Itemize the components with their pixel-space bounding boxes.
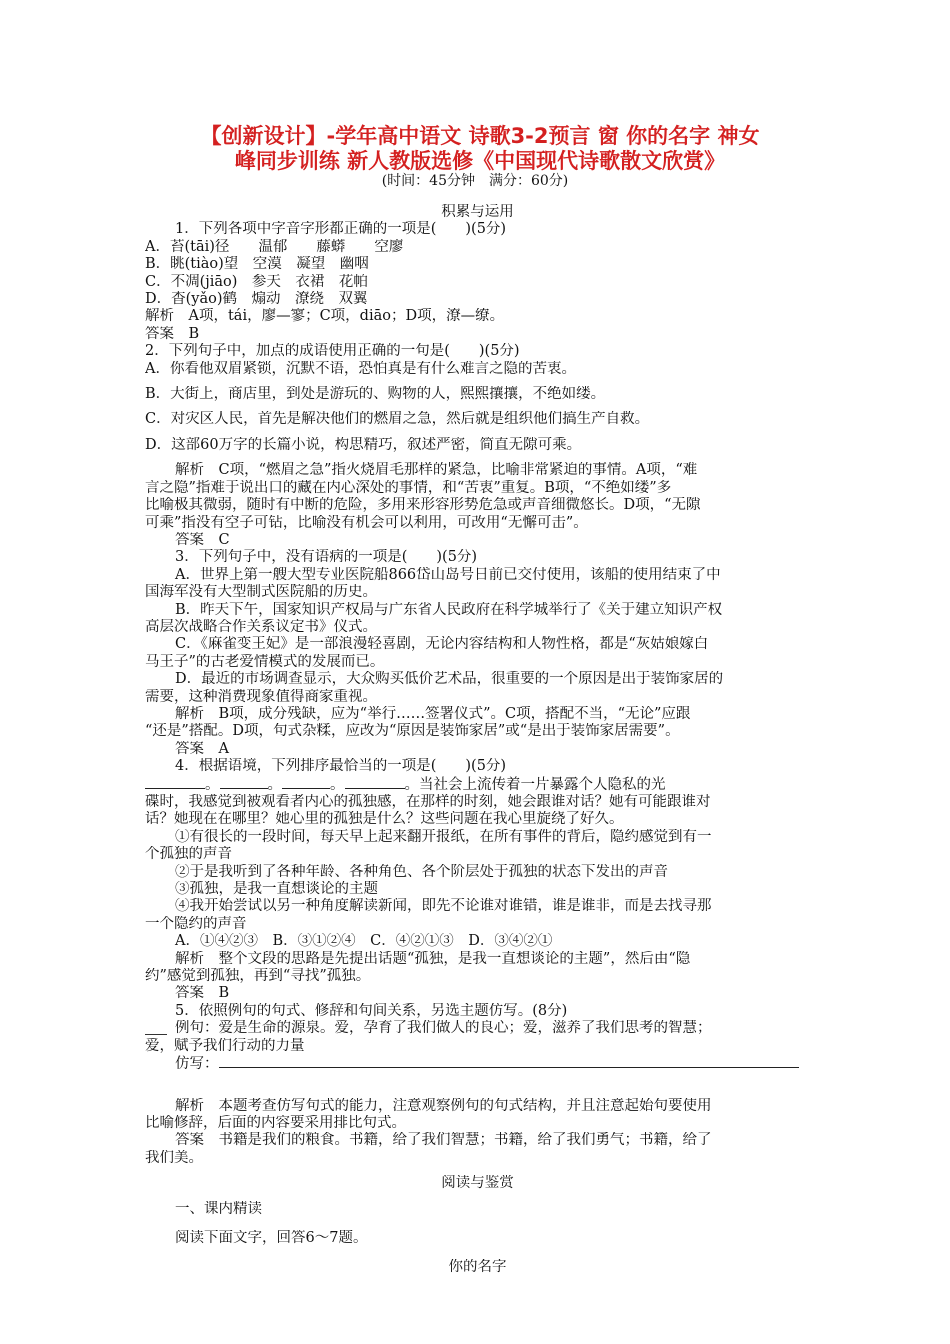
option: ④我开始尝试以另一种角度解读新闻，即先不论谁对谁错，谁是谁非，而是去找寻那	[175, 898, 712, 915]
analysis: 言之隐”指难于说出口的藏在内心深处的事情，和“苦衷”重复。B项，“不绝如缕”多	[145, 479, 672, 496]
context-tail: 。当社会上流传着一片暴露个人隐私的光	[404, 776, 666, 793]
question-stem: 1．下列各项中字音字形都正确的一项是( )(5分)	[175, 221, 507, 238]
option: B．大街上，商店里，到处是游玩的、购物的人，熙熙攘攘，不绝如缕。	[145, 386, 606, 403]
option: 个孤独的声音	[145, 846, 232, 863]
title-line-1: 【创新设计】-学年高中语文 诗歌3-2预言 窗 你的名字 神女	[200, 124, 760, 148]
option: B．昨天下午，国家知识产权局与广东省人民政府在科学城举行了《关于建立知识产权	[175, 601, 723, 618]
answer: 我们美。	[145, 1149, 203, 1166]
choices: A．①④②③ B．③①②④ C．④②①③ D．③④②①	[175, 933, 553, 950]
document-body	[145, 204, 810, 1277]
option: D．这部60万字的长篇小说，构思精巧，叙述严密，简直无隙可乘。	[145, 436, 582, 453]
title-line-2: 峰同步训练 新人教版选修《中国现代诗歌散文欣赏》	[234, 149, 726, 173]
reading-prompt: 阅读下面文字，回答6～7题。	[175, 1229, 368, 1246]
question-stem: 4．根据语境，下列排序最恰当的一项是( )(5分)	[175, 758, 507, 775]
poem-title: 你的名字	[448, 1259, 507, 1276]
section-heading: 积累与运用	[441, 204, 514, 220]
analysis: 比喻修辞，后面的内容要采用排比句式。	[145, 1114, 406, 1131]
analysis: 比喻极其微弱，随时有中断的危险，多用来形容形势危急或声音细微悠长。D项，“无隙	[145, 497, 701, 514]
blank	[145, 776, 205, 789]
option: C．《麻雀变王妃》是一部浪漫轻喜剧，无论内容结构和人物性格，都是“灰姑娘嫁白	[175, 636, 709, 653]
context: 碟时，我感觉到被观看者内心的孤独感，在那样的时刻，她会跟谁对话？她有可能跟谁对	[145, 794, 711, 810]
blank	[282, 776, 330, 789]
option: A．苔(tāi)径 温郁 藤蟒 空廖	[145, 238, 404, 255]
option: C．对灾区人民，首先是解决他们的燃眉之急，然后就是组织他们搞生产自救。	[145, 411, 650, 428]
question-stem: 5．依照例句的句式、修辞和句间关系，另选主题仿写。(8分)	[175, 1002, 568, 1019]
analysis: “还是”搭配。D项，句式杂糅，应改为“原因是装饰家居”或“是出于装饰家居需要”。	[145, 723, 680, 740]
option: C．不凋(jiāo) 参天 衣裙 花帕	[145, 273, 368, 290]
question-stem: 2．下列句子中，加点的成语使用正确的一句是( )(5分)	[145, 343, 520, 360]
context: 话？她现在在哪里？她心里的孤独是什么？这些问题在我心里旋绕了好久。	[145, 811, 624, 828]
divider	[145, 1034, 167, 1035]
answer: 答案 B	[175, 985, 230, 1002]
example: 例句：爱是生命的源泉。爱，孕育了我们做人的良心；爱，滋养了我们思考的智慧；	[175, 1020, 712, 1037]
option: 马王子”的古老爱情模式的发展而已。	[145, 653, 385, 670]
option: B．眺(tiào)望 空漠 凝望 幽咽	[145, 256, 369, 273]
option: A．你看他双眉紧锁，沉默不语，恐怕真是有什么难言之隐的苦衷。	[145, 360, 576, 377]
option: D．杳(yǎo)鹤 煽动 潦绕 双翼	[145, 291, 368, 308]
option: A．世界上第一艘大型专业医院船866岱山岛号日前已交付使用，该船的使用结束了中	[175, 566, 721, 583]
analysis: 解析 整个文段的思路是先提出话题“孤独，是我一直想谈论的主题”，然后由“隐	[175, 950, 691, 967]
imitation-line	[145, 1055, 810, 1073]
option: 国海军没有大型制式医院船的历史。	[145, 584, 377, 601]
option: D．最近的市场调查显示，大众购买低价艺术品，很重要的一个原因是出于装饰家居的	[175, 671, 724, 688]
option: 一个隐约的声音	[145, 915, 247, 932]
analysis: 可乘”指没有空子可钻，比喻没有机会可以利用，可改用“无懈可击”。	[145, 514, 588, 531]
answer: 答案 C	[175, 531, 230, 548]
answer-blank[interactable]	[219, 1055, 799, 1068]
option: 需要，这种消费现象值得商家重视。	[145, 688, 377, 705]
section-heading: 阅读与鉴赏	[441, 1175, 514, 1192]
imitation-label: 仿写：	[175, 1056, 219, 1073]
analysis: 解析 本题考查仿写句式的能力，注意观察例句的句式结构，并且注意起始句要使用	[175, 1097, 712, 1114]
question-stem: 3．下列句子中，没有语病的一项是( )(5分)	[175, 549, 478, 566]
analysis: 约”感觉到孤独，再到“寻找”孤独。	[145, 968, 371, 985]
option: ②于是我听到了各种年龄、各种角色、各个阶层处于孤独的状态下发出的声音	[175, 863, 668, 880]
subsection-heading: 一、课内精读	[175, 1200, 262, 1217]
document-title	[120, 124, 840, 174]
context: 。 。 。 。当社会上流传着一片暴露个人隐私的光	[145, 776, 810, 794]
option: ③孤独，是我一直想谈论的主题	[175, 881, 378, 898]
answer: 答案 书籍是我们的粮食。书籍，给了我们智慧；书籍，给了我们勇气；书籍，给了	[175, 1132, 712, 1149]
analysis: 解析 A项，tái，廖—寥；C项，diāo；D项，潦—缭。	[145, 308, 505, 325]
example: 爱，赋予我们行动的力量	[145, 1037, 305, 1054]
time-score-info: (时间：45分钟 满分：60分)	[381, 173, 569, 189]
blank	[345, 776, 405, 789]
option: 高层次战略合作关系议定书》仪式。	[145, 618, 377, 635]
analysis: 解析 B项，成分残缺，应为“举行……签署仪式”。C项，搭配不当，“无论”应跟	[175, 705, 691, 722]
analysis: 解析 C项，“燃眉之急”指火烧眉毛那样的紧急，比喻非常紧迫的事情。A项，“难	[175, 462, 698, 479]
answer: 答案 B	[145, 325, 200, 342]
blank	[220, 776, 268, 789]
option: ①有很长的一段时间，每天早上起来翻开报纸，在所有事件的背后，隐约感觉到有一	[175, 828, 712, 845]
answer: 答案 A	[175, 740, 229, 757]
